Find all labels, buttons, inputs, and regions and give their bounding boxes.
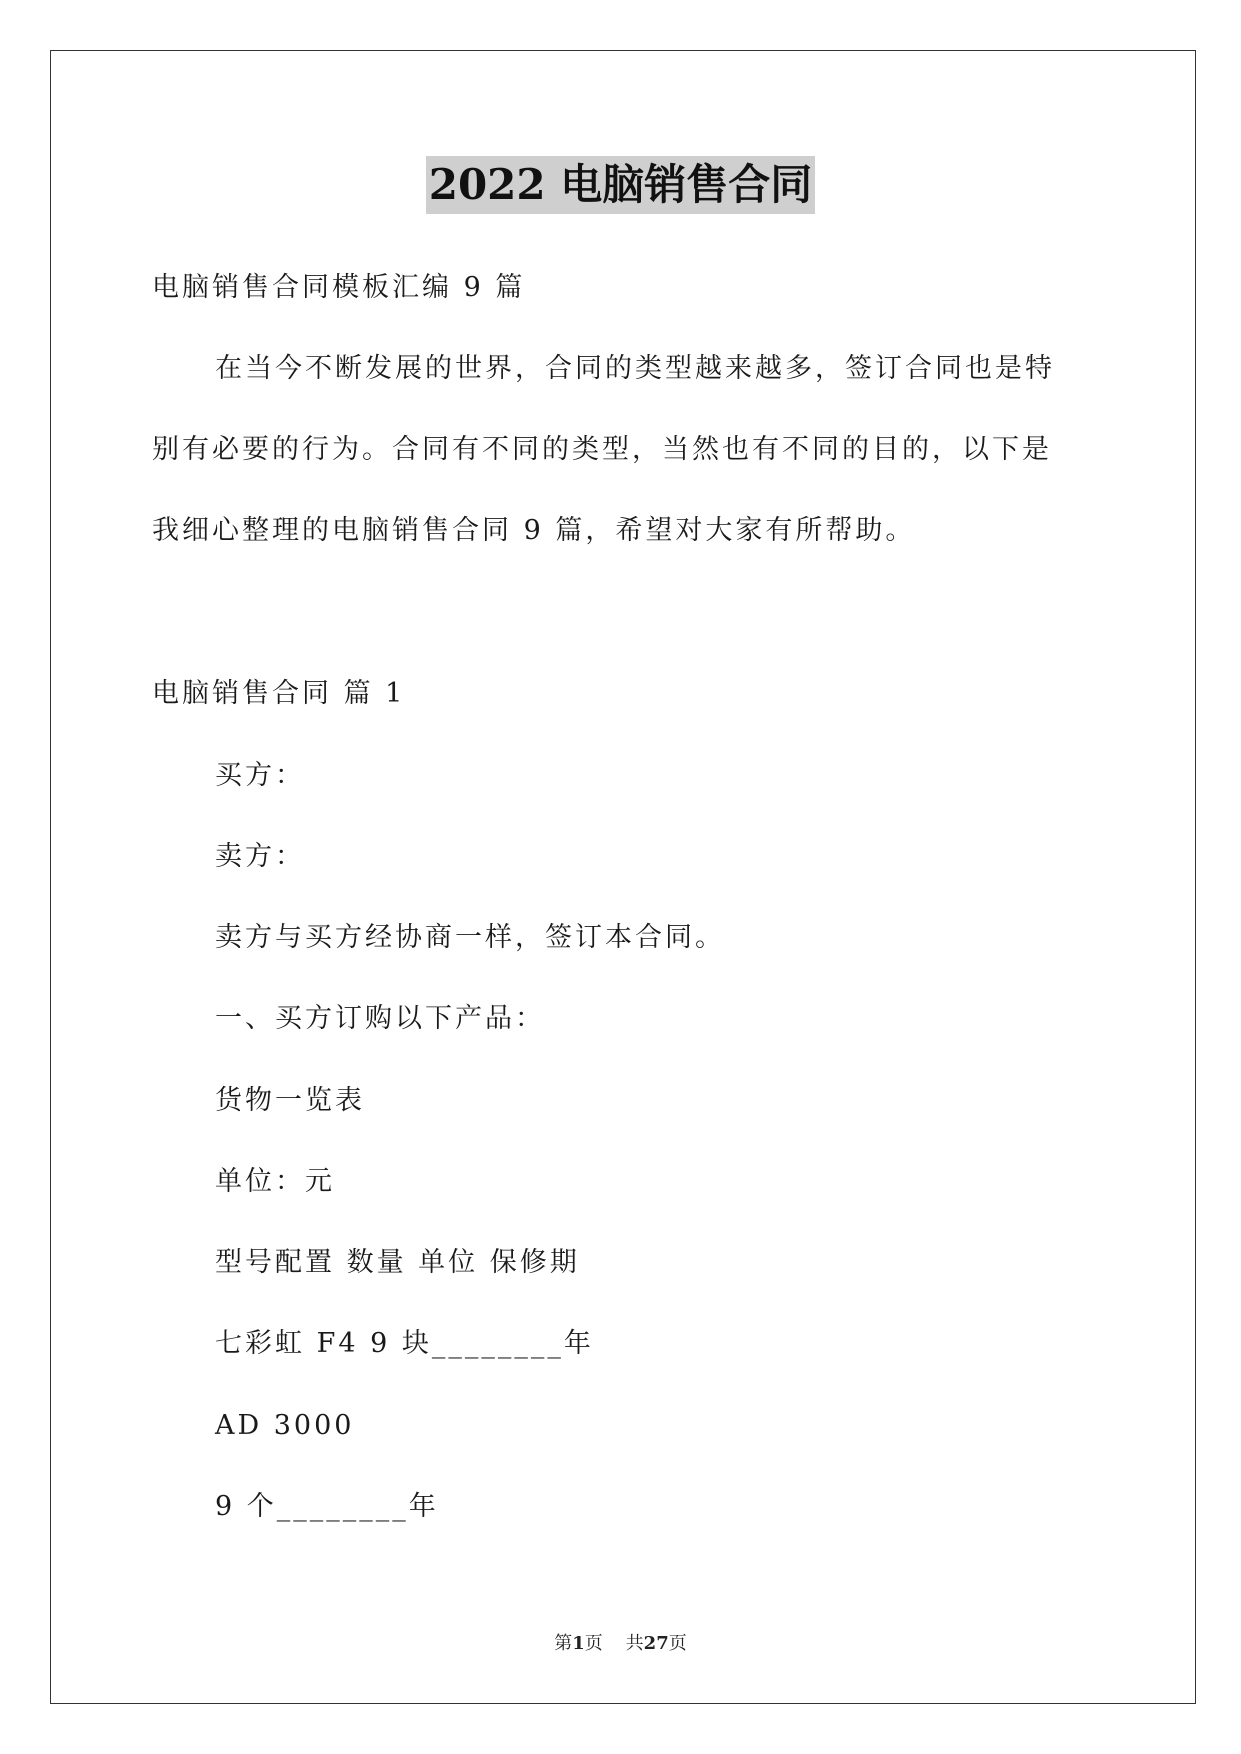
subtitle-line: 电脑销售合同模板汇编 9 篇: [152, 272, 526, 303]
table-row-3: 9 个________年: [215, 1491, 439, 1522]
title-container: [0, 156, 1241, 214]
intro-line-3: 我细心整理的电脑销售合同 9 篇，希望对大家有所帮助。: [152, 515, 916, 546]
footer-page-suffix: 页: [584, 1633, 603, 1654]
table-row-1: 七彩虹 F4 9 块________年: [215, 1328, 594, 1359]
seller-line: 卖方：: [215, 841, 305, 872]
goods-list-line: 货物一览表: [215, 1085, 365, 1116]
page-footer: [0, 1632, 1241, 1656]
footer-page-prefix: 第: [554, 1633, 573, 1654]
intro-line-2: 别有必要的行为。合同有不同的类型，当然也有不同的目的，以下是: [152, 434, 1052, 465]
clause-one-line: 一、买方订购以下产品：: [215, 1003, 545, 1034]
section-heading: 电脑销售合同 篇 1: [152, 678, 406, 709]
footer-page-number: 1: [572, 1633, 585, 1654]
table-header-line: 型号配置 数量 单位 保修期: [215, 1247, 580, 1278]
buyer-line: 买方：: [215, 760, 305, 791]
unit-line: 单位：元: [215, 1166, 335, 1197]
agreement-line: 卖方与买方经协商一样，签订本合同。: [215, 922, 725, 953]
table-row-2: AD 3000: [215, 1410, 355, 1441]
document-title: 2022 电脑销售合同: [426, 156, 816, 214]
footer-total-prefix: 共: [625, 1633, 644, 1654]
intro-line-1: 在当今不断发展的世界，合同的类型越来越多，签订合同也是特: [215, 353, 1055, 384]
footer-total-suffix: 页: [668, 1633, 687, 1654]
footer-total-pages: 27: [643, 1633, 669, 1654]
